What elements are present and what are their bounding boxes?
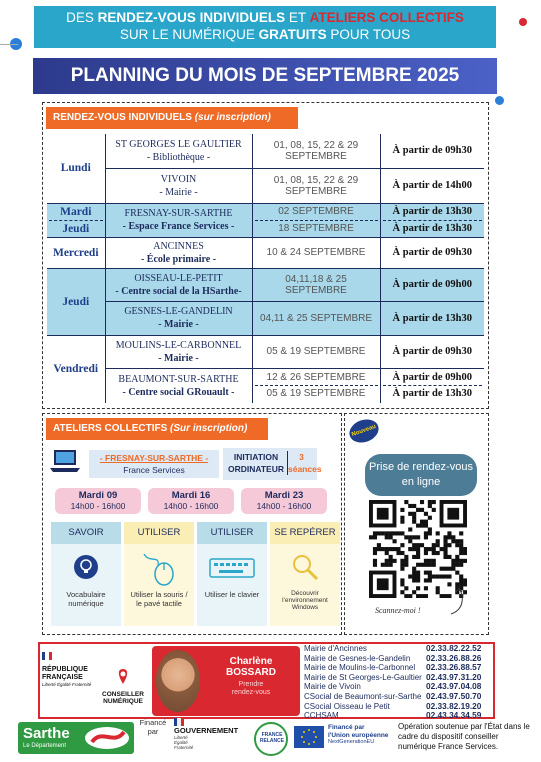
ateliers-label: ATELIERS COLLECTIFS (Sur inscription) [46,418,268,440]
table-row: BEAUMONT-SUR-SARTHE - Centre social GRouault - 12 & 26 SEPTEMBRE 05 & 19 SEPTEMBRE À partir de 09h00 À partir de 13h30 [47,368,484,403]
location-pin-icon [116,668,130,686]
date-pill: Mardi 23 14h00 - 16h00 [241,488,327,514]
contact-phone[interactable]: 02.33.26.88.26 [426,652,482,663]
contact-phone[interactable]: 02.33.82.22.52 [426,643,482,653]
contact-phone[interactable]: 02.43.97.04.08 [426,681,482,692]
support-note: Opération soutenue par l'État dans le cadre du dispositif conseiller numérique France Services. [398,722,530,751]
contact-label: Mairie d'Ancinnes [304,644,367,653]
contact-footer [38,642,495,719]
rdv-label: RENDEZ-VOUS INDIVIDUELS (sur inscription) [46,107,298,129]
finance-label: Financé par [139,718,167,736]
day-cell: Lundi [47,134,105,203]
avatar [156,650,200,712]
table-row: VIVOIN - Mairie - 01, 08, 15, 22 & 29 SEPTEMBRE À partir de 14h00 [47,168,484,203]
decor-line [0,44,18,45]
contact-label: Mairie de Moulins-le-Carbonnel [304,663,416,673]
card-windows: SE REPÉRER Découvrir l'environnement Windows [270,522,340,626]
arrow-icon [449,586,469,616]
table-row: Mardi Jeudi FRESNAY-SUR-SARTHE - Espace France Services - 02 SEPTEMBRE 18 SEPTEMBRE À partir de 13h30 À partir de 13h30 [47,203,484,237]
magnifier-icon [290,552,320,582]
new-badge: Nouveau [346,416,382,447]
rdv-table [47,134,484,403]
keyboard-icon [209,556,255,580]
mouse-icon [140,550,178,586]
card-clavier: UTILISER Utiliser le clavier [197,522,267,626]
ateliers-section [42,413,342,635]
contact-label: CSocial de Beaumont-sur-Sarthe [304,691,422,701]
phone-list [426,644,494,721]
laptop-icon [49,448,81,476]
eu-text: Financé par l'Union européenne NextGenerationEU [328,724,389,745]
lightbulb-icon [73,554,99,580]
decor-dot-red [519,18,527,26]
rdv-section [42,102,489,409]
decor-dot-blue-2 [495,96,504,105]
table-row: Jeudi OISSEAU-LE-PETIT - Centre social de la HSarthe- 04,11,18 & 25 SEPTEMBRE À partir de 09h00 [47,268,484,301]
contact-list [304,644,430,721]
atelier-initiation: INITIATION ORDINATEUR 3 séances [223,448,317,480]
contact-label: Mairie de St Georges-Le-Gaultier [304,672,422,682]
relance-logo: FRANCE RELANCE [254,722,288,756]
contact-label: Mairie de Vivoin [304,682,361,692]
page-title: PLANNING DU MOIS DE SEPTEMBRE 2025 [33,58,497,94]
contact-label: CSocial Oisseau le Petit [304,701,390,711]
table-row: Mercredi ANCINNES - École primaire - 10 & 24 SEPTEMBRE À partir de 09h30 [47,237,484,268]
qr-caption: Prise de rendez-vous en ligne [365,454,477,496]
gouv-logo: GOUVERNEMENT Liberté Égalité Fraternité [174,718,246,750]
contact-label: CCHSAM [304,711,339,721]
table-row: GESNES-LE-GANDELIN - Mairie - 04,11 & 25 SEPTEMBRE À partir de 13h30 [47,301,484,335]
rf-logo: RÉPUBLIQUE FRANÇAISE Liberté Égalité Fraternité [42,666,92,687]
contact-phone[interactable]: 02.33.82.19.20 [426,700,482,711]
contact-phone[interactable]: 02.43.97.31.20 [426,671,482,682]
contact-phone[interactable]: 02.43.97.50.70 [426,690,482,701]
advisor-card [152,646,300,716]
leaf-icon [84,726,130,750]
table-row: Lundi ST GEORGES LE GAULTIER - Bibliothèque - 01, 08, 15, 22 & 29 SEPTEMBRE À partir de 09h30 [47,134,484,168]
qr-section [344,413,489,635]
header-banner: DES RENDEZ-VOUS INDIVIDUELS ET ATELIERS COLLECTIFS SUR LE NUMÉRIQUE GRATUITS POUR TOUS [34,6,496,48]
contact-label: Mairie de Gesnes-le-Gandelin [304,653,411,663]
eu-flag-icon [294,726,324,748]
qr-code[interactable] [369,500,467,598]
contact-phone[interactable]: 02.33.26.88.57 [426,662,482,673]
card-savoir: SAVOIR Vocabulaire numérique [51,522,121,626]
contact-phone[interactable]: 02.43.34.34.59 [426,710,482,721]
cn-logo: CONSEILLER NUMÉRIQUE [98,668,148,705]
date-pill: Mardi 16 14h00 - 16h00 [148,488,234,514]
table-row: Vendredi MOULINS-LE-CARBONNEL - Mairie - 05 & 19 SEPTEMBRE À partir de 09h30 [47,335,484,368]
advisor-name: Charlène BOSSARD Prendre rendez-vous [225,656,276,696]
atelier-place: - FRESNAY-SUR-SARTHE - France Services [89,450,219,478]
card-souris: UTILISER Utiliser la souris / le pavé tactile [124,522,194,626]
scan-label: Scannez-moi ! [375,606,421,615]
sarthe-logo: Sarthe Le Département [18,722,134,754]
date-pill: Mardi 09 14h00 - 16h00 [55,488,141,514]
